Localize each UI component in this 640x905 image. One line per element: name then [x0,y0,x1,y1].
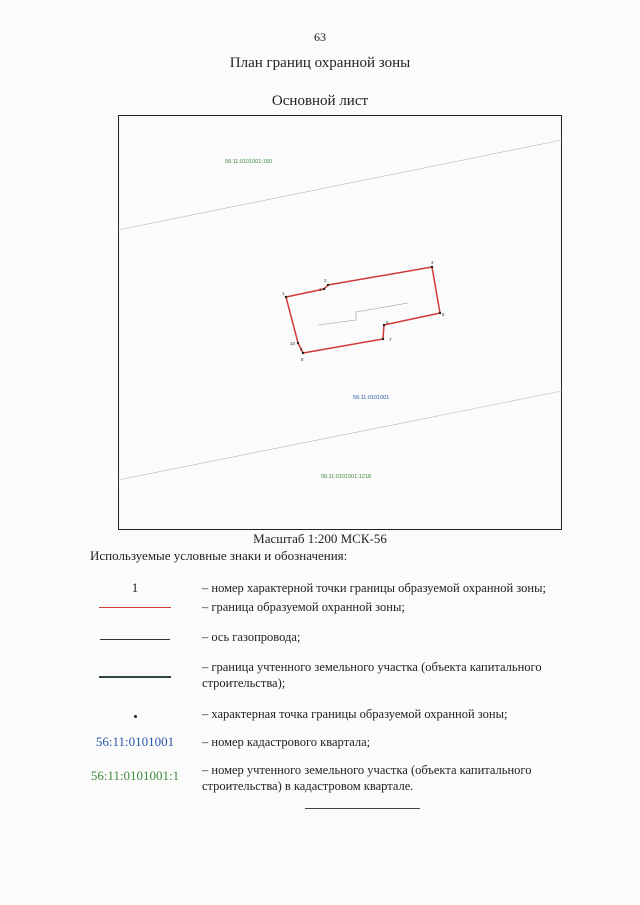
sheet-subtitle: Основной лист [271,93,369,109]
point-number-sample: 1 [131,580,139,595]
page-title: План границ охранной зоны [229,55,411,71]
legend-text: – граница образуемой охранной зоны; [202,600,405,614]
legend-text: – характерная точка границы образуемой охранной зоны; [202,707,508,721]
parcel-number-label: 56:11:0101001:180 [225,159,272,165]
pipeline-axis-line-sample [100,639,170,640]
characteristic-point-sample [134,715,137,718]
map-scale: Масштаб 1:200 МСК-56 [253,531,387,546]
map-border [119,116,562,530]
end-rule [305,808,420,809]
point-number: 6 [386,320,389,325]
point-number: 8 [301,357,304,362]
legend-symbol [80,667,190,687]
page-number: 63 [314,30,326,44]
legend-symbol [80,766,190,786]
legend-text: – номер кадастрового квартала; [202,735,371,749]
legend-symbol [80,706,190,726]
parcel-number-sample: 56:11:0101001:1 [90,768,180,783]
parcel-boundary-line-sample [99,676,171,678]
quarter-number-label: 56:11:0101001 [353,395,390,401]
quarter-number-sample: 56:11:0101001 [95,734,175,749]
zone-boundary-line-sample [99,607,171,608]
point-number: 2 [324,278,327,283]
point-number: 3 [319,287,322,292]
characteristic-point [327,284,329,286]
point-number: 9 [300,347,303,352]
characteristic-point [297,342,299,344]
point-number: 5 [442,312,445,317]
legend-text: – номер учтенного земельного участка (объекта капитального строительства) в кадастровом квартале. [202,763,532,793]
legend-symbol [80,578,190,598]
parcel-number-label: 56:11:0101001:1218 [321,474,372,480]
point-number: 4 [431,260,434,265]
point-number: 10 [290,341,296,346]
characteristic-point [431,266,433,268]
point-number: 1 [282,291,285,296]
legend-text: – номер характерной точки границы образуемой охранной зоны; [202,581,546,595]
characteristic-point [383,324,385,326]
legend-symbol [80,732,190,752]
characteristic-point [285,296,287,298]
boundary-plan-map [118,115,562,530]
characteristic-point [323,288,325,290]
point-number: 7 [389,337,392,342]
legend-text: – ось газопровода; [202,630,301,644]
characteristic-point [302,352,304,354]
legend-text: – граница учтенного земельного участка (объекта капитального строительства); [202,660,542,690]
legend-heading: Используемые условные знаки и обозначения: [90,548,348,563]
legend-symbol [80,629,190,649]
legend-symbol [80,597,190,617]
characteristic-point [382,338,384,340]
characteristic-point [439,312,441,314]
